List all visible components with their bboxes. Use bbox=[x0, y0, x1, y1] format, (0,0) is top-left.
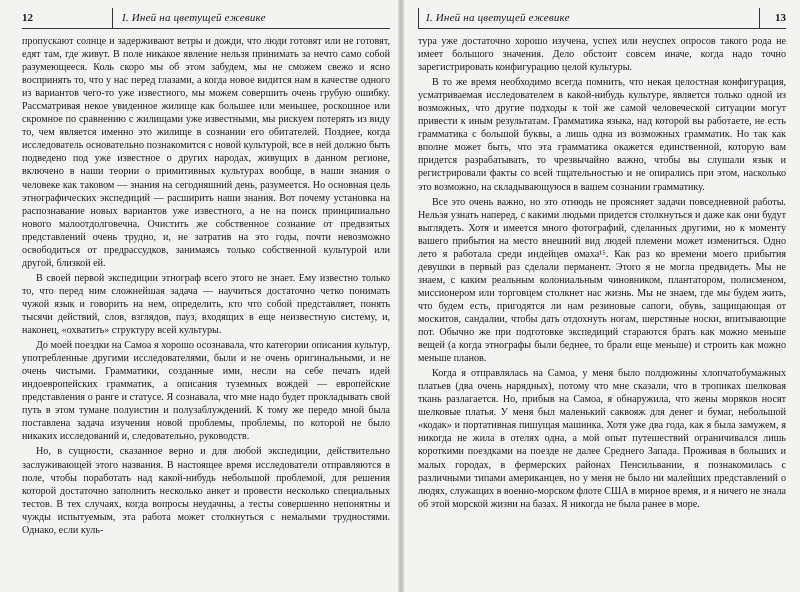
left-page-header bbox=[22, 8, 390, 29]
paragraph: тура уже достаточно хорошо изучена, успех или неуспех опросов такого рода не имеет большого значения. Дело обстоит совсем иначе, когда надо точно зарегистрировать конфигурацию целой культуры. bbox=[418, 36, 786, 74]
book-gutter bbox=[398, 0, 404, 592]
right-page-number: 13 bbox=[775, 12, 786, 24]
paragraph: В то же время необходимо всегда помнить, что некая целостная конфигурация, усматриваемая исследователем в какой-нибудь культуре, является только одной из возможных, что другие подходы к той же самой человеческой ситуации могут привести к иным результатам. Грамматика языка, над которой вы работаете, не есть грамматика с большой буквы, а лишь одна из возможных грамматик. Но так как вполне может быть, что эта грамматика окажется единственной, которую вам придется разрабатывать, то чрезвычайно важно, чтобы вы слушали язык и регистрировали факты со всей тщательностью и не опирались при этом, насколько это возможно, на складывающуюся в вашем сознании грамматику. bbox=[418, 77, 786, 193]
left-page-number: 12 bbox=[22, 12, 33, 24]
paragraph: Когда я отправлялась на Самоа, у меня было полдюжины хлопчатобумажных платьев (два очень нарядных), потому что мне сказали, что в тропиках шелковая ткань разлагается. Но, прибыв на Самоа, я обнаружила, что жены моряков носят шелковые платья. У меня был маленький саквояж для денег и бумаг, небольшой «кодак» и портативная пишущая машинка. Хотя уже два года, как я была замужем, я никогда не жила в отелях одна, а мой опыт путешествий ограничивался лишь короткими поездками на поезде не далее Среднего Запада. Проживая в больших и малых городах, в фермерских районах Пенсильвании, я познакомилась с различными типами американцев, но у меня не было ни малейших представлений о людях, служащих в военно-морском флоте США в мирное время, и я ничего не знала об этой морской жизни на базах. Я никогда не была ранее в море. bbox=[418, 368, 786, 510]
right-page bbox=[418, 8, 786, 588]
paragraph: пропускают солнце и задерживают ветры и дожди, что люди готовят или не готовят, едят там, где живут. В поле никакое явление нельзя принимать за нечто само собой разумеющееся. Коль скоро мы об этом забудем, мы не сможем свежо и ясно воспринять то, что у нас перед глазами, а когда новое видится нам в качестве одного из вариантов чего-то уже известного, мы можем совершить очень грубую ошибку. Рассматривая некое увиденное жилище как большее или меньшее, роскошное или скромное по сравнению с жилищами уже известными, мы рискуем потерять из виду то, чем является именно это жилище в сознании его обитателей. Позднее, когда исследователь основательно познакомится с новой культурой, все в ней должно быть подведено под уже известное о других народах, живущих в данном регионе, включено в наши теории о примитивных культурах вообще, в наши знания о человеке как таковом — знания на сегодняшний день, разумеется. Но основная цель этнографических экспедиций — расширить наши знания. Вот почему установка на распознавание новых вариантов уже известного, а не на поиск принципиально нового малоотдолговечна. Очистить же собственное сознание от предвзятых представлений очень трудно, и, не затратив на это годы, почти невозможно освободиться от предрассудков, занимаясь только собственной культурой или другой, близкой ей. bbox=[22, 36, 390, 269]
right-page-body bbox=[418, 35, 786, 511]
paragraph: Но, в сущности, сказанное верно и для любой экспедиции, действительно заслуживающей этого названия. В настоящее время исследователи отправляются в поле, чтобы поработать над какой-нибудь небольшой проблемой, для решения которой достаточно заполнить несколько анкет и провести несколько специальных тестов. В тех случаях, когда вопросы неудачны, а тесты совершенно непонятны и чужды испытуемым, эта работа может столкнуться с немалыми трудностями. Однако, если куль- bbox=[22, 446, 390, 536]
right-running-title: I. Иней на цветущей ежевике bbox=[426, 12, 570, 24]
right-page-header bbox=[418, 8, 786, 29]
left-running-title: I. Иней на цветущей ежевике bbox=[122, 12, 266, 24]
header-divider bbox=[759, 8, 760, 28]
paragraph: В своей первой экспедиции этнограф всего этого не знает. Ему известно только то, что перед ним сложнейшая задача — научиться достаточно четко понимать чужой язык и говорить на нем, определить, кто что собой представляет, понять тысячи действий, слов, взглядов, пауз, входящих в еще неизвестную систему, и, наконец, «охватить» структуру всей культуры. bbox=[22, 272, 390, 337]
header-divider bbox=[418, 8, 419, 28]
left-page-body bbox=[22, 35, 390, 537]
left-page bbox=[22, 8, 390, 588]
paragraph: Все это очень важно, но это отнюдь не проясняет задачи повседневной работы. Нельзя узнать наперед, с какими людьми придется столкнуться и даже как они будут выглядеть. Хотя и имеется много фотографий, сделанных другими, но к моменту вашего прибытия на место внешний вид людей племени может измениться. Одно лето я работала среди индейцев омаха¹⁵. Как раз ко времени моего прибытия девушки в первый раз сделали перманент. Этого я не могла предвидеть. Мы не знаем, с каким реальным колониальным чиновником, плантатором, полисменом, миссионером или торговцем столкнет нас жизнь. Мы не знаем, где мы будем жить, что будем есть, пригодятся ли нам резиновые сапоги, обувь, защищающая от москитов, сандалии, чтобы дать отдохнуть ногам, шерстяные носки, впитывающие пот. Обычно же при подготовке экспедиций стараются брать как можно меньше вещей (а когда этнографы были беднее, то брали еще меньше) и строить как можно меньше планов. bbox=[418, 196, 786, 365]
header-divider bbox=[112, 8, 113, 28]
paragraph: До моей поездки на Самоа я хорошо осознавала, что категории описания культур, употребленные другими исследователями, были и не очень оригинальными, и не очень чистыми. Грамматики, созданные ими, несли на себе печать идей индоевропейских грамматик, а описания туземных вождей — европейские представления о ранге и статусе. Я сознавала, что мне надо будет прокладывать свой путь в этом тумане полуистин и полузаблуждений. К тому же передо мной была поставлена задача изучения новой проблемы, проблемы, по которой не было никаких исследований и, следовательно, руководств. bbox=[22, 340, 390, 443]
